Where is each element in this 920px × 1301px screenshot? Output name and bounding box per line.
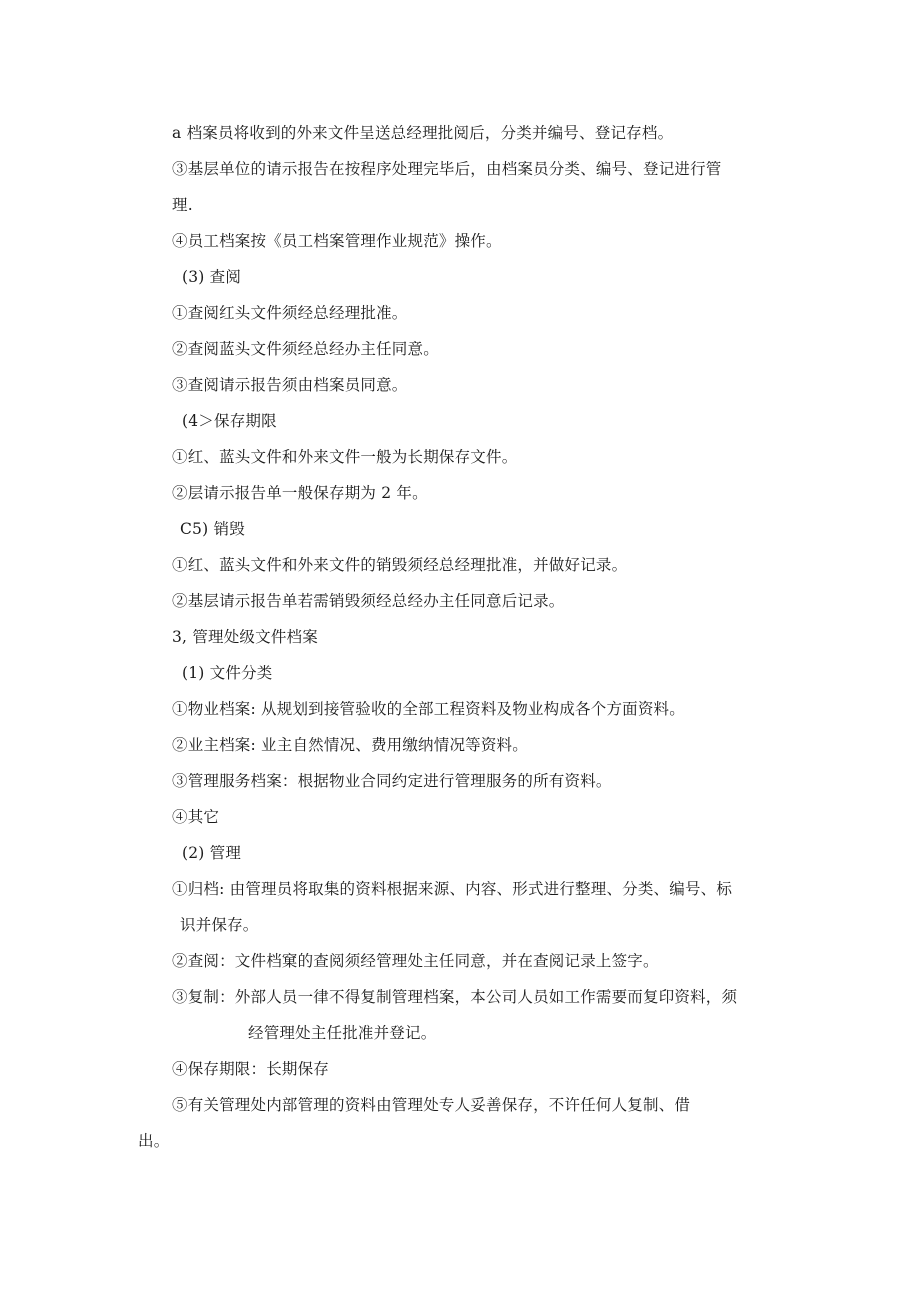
text-line-2: ③基层单位的请示报告在按程序处理完毕后，由档案员分类、编号、登记进行管 xyxy=(172,160,722,178)
text-line-7: ②查阅蓝头文件须经总经办主任同意。 xyxy=(172,340,439,358)
text-line-17: ①物业档案: 从规划到接管验收的全部工程资料及物业构成各个方面资料。 xyxy=(172,700,685,718)
chapter-heading-3: 3, 管理处级文件档案 xyxy=(172,628,318,646)
text-line-8: ③查阅请示报告须由档案员同意。 xyxy=(172,376,408,394)
text-line-26: 经管理处主任批准并登记。 xyxy=(248,1024,437,1042)
text-line-3: 理. xyxy=(172,196,193,214)
text-line-11: ②层请示报告单一般保存期为 2 年。 xyxy=(172,484,428,502)
text-line-19: ③管理服务档案：根据物业合同约定进行管理服务的所有资料。 xyxy=(172,772,612,790)
section-heading-2: (2) 管理 xyxy=(182,844,242,862)
text-line-18: ②业主档案: 业主自然情况、费用缴纳情况等资料。 xyxy=(172,736,528,754)
section-heading-1: (1) 文件分类 xyxy=(182,664,273,682)
text-line-14: ②基层请示报告单若需销毁须经总经办主任同意后记录。 xyxy=(172,592,565,610)
text-line-10: ①红、蓝头文件和外来文件一般为长期保存文件。 xyxy=(172,448,518,466)
text-line-6: ①查阅红头文件须经总经理批准。 xyxy=(172,304,408,322)
section-heading-3: (3) 查阅 xyxy=(182,268,242,286)
text-line-4: ④员工档案按《员工档案管理作业规范》操作。 xyxy=(172,232,502,250)
text-line-24: ②查阅：文件档窠的查阅须经管理处主任同意，并在查阅记录上签字。 xyxy=(172,952,659,970)
text-line-13: ①红、蓝头文件和外来文件的销毁须经总经理批准，并做好记录。 xyxy=(172,556,628,574)
text-line-25: ③复制：外部人员一律不得复制管理档案，本公司人员如工作需要而复印资料，须 xyxy=(172,988,738,1006)
text-line-22: ①归档: 由管理员将取集的资料根据来源、内容、形式进行整理、分类、编号、标 xyxy=(172,880,733,898)
text-line-20: ④其它 xyxy=(172,808,220,826)
section-heading-4: (4＞保存期限 xyxy=(182,412,277,430)
text-line-23: 识并保存。 xyxy=(180,916,259,934)
text-line-27: ④保存期限：长期保存 xyxy=(172,1060,330,1078)
section-heading-5: C5) 销毁 xyxy=(180,520,245,538)
text-line-1: a 档案员将收到的外来文件呈送总经理批阅后，分类并编号、登记存档。 xyxy=(172,124,674,142)
text-line-28: ⑤有关管理处内部管理的资料由管理处专人妥善保存，不许任何人复制、借 xyxy=(172,1096,691,1114)
text-line-29: 出。 xyxy=(138,1132,170,1150)
